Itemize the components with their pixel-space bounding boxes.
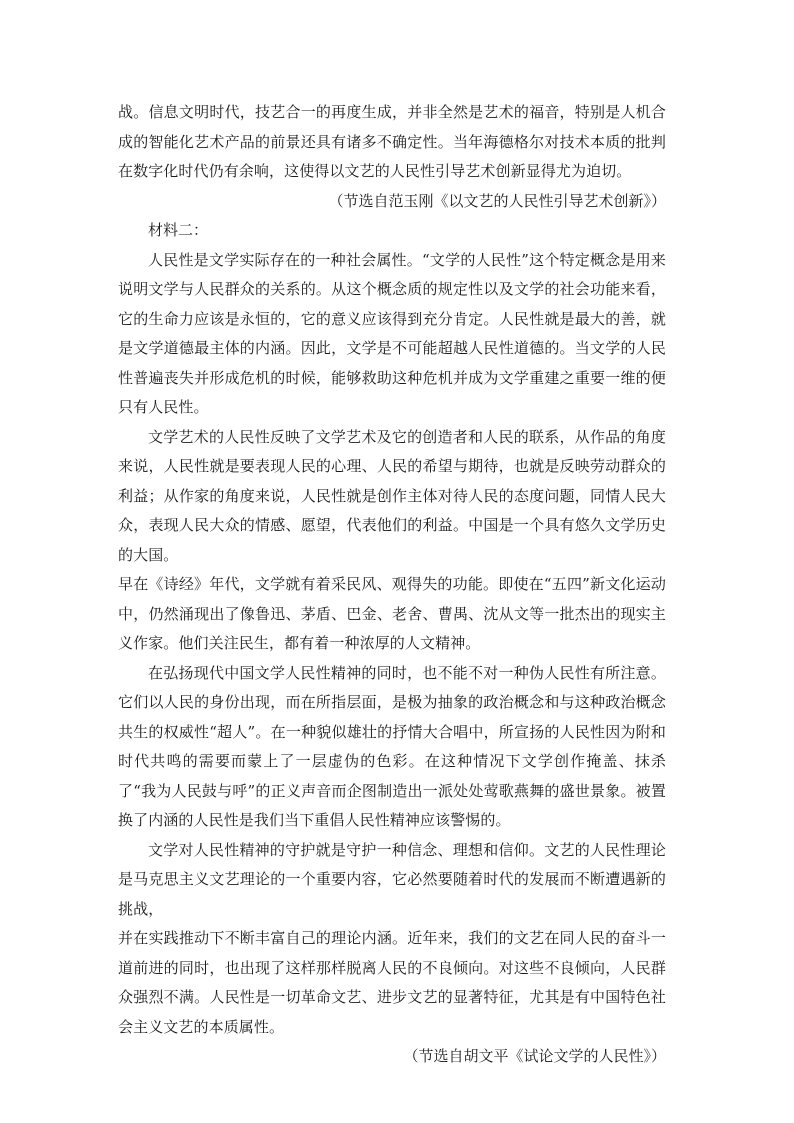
source-citation-1: （节选自范玉刚《以文艺的人民性引导艺术创新》）: [328, 191, 666, 210]
paragraph-3: 早在《诗经》年代，文学就有着采民风、观得失的功能。即使在“五四”新文化运动中，仍然涌现出了像鲁迅、茅盾、巴金、老舍、曹禺、沈从文等一批杰出的现实主义作家。他们关注民生，都有着一种浓厚的人文精神。: [118, 575, 666, 652]
paragraph-2: 文学艺术的人民性反映了文学艺术及它的创造者和人民的联系，从作品的角度来说，人民性就是要表现人民的心理、人民的希望与期待，也就是反映劳动群众的利益；从作家的角度来说，人民性就是创作主体对待人民的态度问题，同情人民大众，表现人民大众的情感、愿望，代表他们的利益。中国是一个具有悠久文学历史的大国。: [118, 427, 666, 564]
paragraph-6: 并在实践推动下不断丰富自己的理论内涵。近年来，我们的文艺在同人民的奋斗一道前进的同时，也出现了这样那样脱离人民的不良倾向。对这些不良倾向，人民群众强烈不满。人民性是一切革命文艺、进步文艺的显著特征，尤其是有中国特色社会主义文艺的本质属性。: [118, 929, 666, 1036]
source-citation-2: （节选自胡文平《试论文学的人民性》）: [403, 1047, 666, 1065]
document-body: [118, 98, 666, 1072]
paragraph-5: 文学对人民性精神的守护就是守护一种信念、理想和信仰。文艺的人民性理论是马克思主义文艺理论的一个重要内容，它必然要随着时代的发展而不断遭遇新的挑战，: [118, 840, 666, 918]
paragraph-1: 人民性是文学实际存在的一种社会属性。“文学的人民性”这个特定概念是用来说明文学与人民群众的关系的。从这个概念质的规定性以及文学的社会功能来看，它的生命力应该是永恒的，它的意义应该得到充分肯定。人民性就是最大的善，就是文学道德最主体的内涵。因此，文学是不可能超越人民性道德的。当文学的人民性普遍丧失并形成危机的时候，能够救助这种危机并成为文学重建之重要一维的便只有人民性。: [118, 250, 666, 416]
paragraph-4: 在弘扬现代中国文学人民性精神的同时，也不能不对一种伪人民性有所注意。它们以人民的身份出现，而在所指层面，是极为抽象的政治概念和与这种政治概念共生的权威性“超人”。在一种貌似雄壮的抒情大合唱中，所宣扬的人民性因为附和时代共鸣的需要而蒙上了一层虚伪的色彩。在这种情况下文学创作掩盖、抹杀了“我为人民鼓与呼”的正义声音而企图制造出一派处处莺歌燕舞的盛世景象。被置换了内涵的人民性是我们当下重倡人民性精神应该警惕的。: [118, 663, 666, 829]
intro-continuation-paragraph: 战。信息文明时代，技艺合一的再度生成，并非全然是艺术的福音，特别是人机合成的智能化艺术产品的前景还具有诸多不确定性。当年海德格尔对技术本质的批判在数字化时代仍有余响，这使得以文艺的人民性引导艺术创新显得尤为迫切。: [118, 103, 666, 180]
material-2-label: 材料二：: [148, 221, 209, 239]
